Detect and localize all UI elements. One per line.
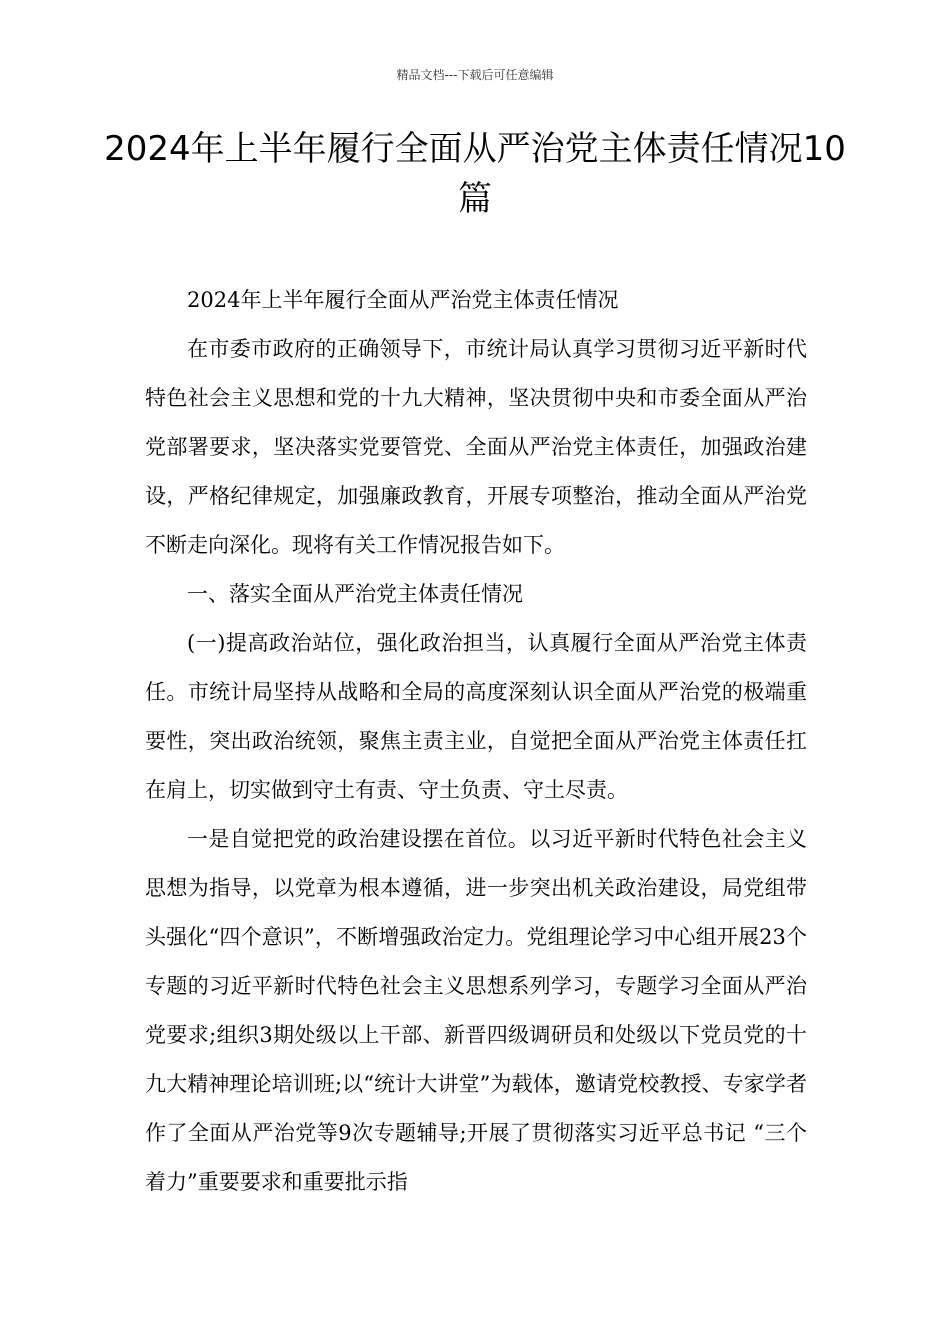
item-paragraph: 一是自觉把党的政治建设摆在首位。以习近平新时代特色社会主义思想为指导，以党章为根本遵循，进一步突出机关政治建设，局党组带头强化“四个意识”，不断增强政治定力。党组理论学习中心组开展23个专题的习近平新时代特色社会主义思想系列学习，专题学习全面从严治党要求;组织3期处级以上干部、新晋四级调研员和处级以下党员党的十九大精神理论培训班;以“统计大讲堂”为载体，邀请党校教授、专家学者作了全面从严治党等9次专题辅导;开展了贯彻落实习近平总书记 “三个着力”重要要求和重要批示指 (145, 827, 807, 1194)
subtitle-paragraph: 2024年上半年履行全面从严治党主体责任情况 (187, 288, 619, 312)
header-note: 精品文档---下载后可任意编辑 (396, 68, 554, 82)
section-heading: 一、落实全面从严治党主体责任情况 (187, 582, 523, 606)
document-body (145, 276, 807, 1207)
subsection-paragraph: (一)提高政治站位，强化政治担当，认真履行全面从严治党主体责任。市统计局坚持从战略和全局的高度深刻认识全面从严治党的极端重要性，突出政治统领，聚焦主责主业，自觉把全面从严治党主体责任扛在肩上，切实做到守土有责、守土负责、守土尽责。 (145, 631, 807, 802)
intro-paragraph: 在市委市政府的正确领导下，市统计局认真学习贯彻习近平新时代特色社会主义思想和党的十九大精神，坚决贯彻中央和市委全面从严治党部署要求，坚决落实党要管党、全面从严治党主体责任，加强政治建设，严格纪律规定，加强廉政教育，开展专项整治，推动全面从严治党不断走向深化。现将有关工作情况报告如下。 (145, 337, 807, 557)
document-title: 2024年上半年履行全面从严治党主体责任情况10篇 (104, 129, 846, 219)
